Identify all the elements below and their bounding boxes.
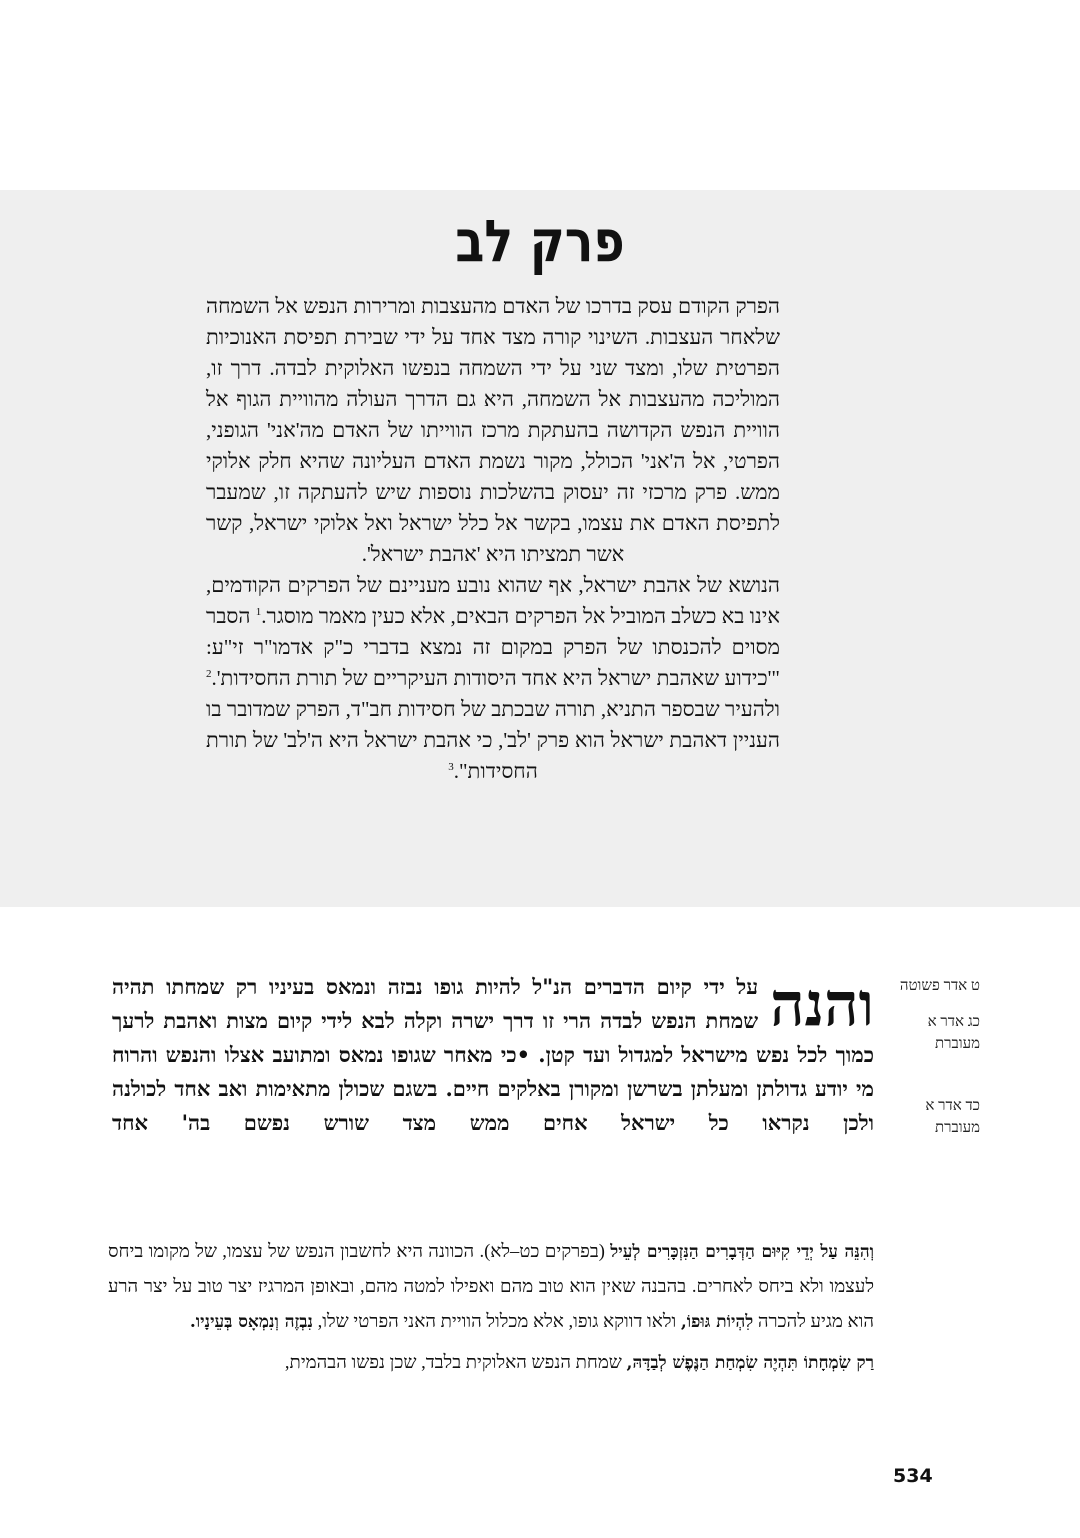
intro-paragraph-2-part-c: ולהעיר שבספר התניא, תורה שבכתב של חסידות חב"ד, הפרק שמדובר בו העניין דאהבת ישראל הוא פרק 'לב', כי אהבת ישראל היא ה'לב' של תורת החסידות". [206,697,780,783]
opening-word: והנה [770,970,874,1040]
footnote-ref-2[interactable]: 2 [206,668,212,680]
chapter-intro-text [206,291,780,787]
intro-paragraph-2 [206,570,780,787]
commentary-quote-2: לִהְיוֹת גּוּפוֹ, [680,1312,754,1332]
intro-paragraph-2-part-b: הסבר מסוים להכנסתו של הפרק במקום זה נמצא בדברי כ"ק אדמו"ר זי"ע: "'כידוע שאהבת ישראל היא אחד היסודות העיקריים של תורת החסידות'. [206,604,780,690]
intro-paragraph-2-part-a: הנושא של אהבת ישראל, אף שהוא נובע מעניינם של הפרקים הקודמים, אינו בא כשלב המוביל אל הפרקים הבאים, אלא כעין מאמר מוסגר. [206,573,780,628]
commentary-paragraph-1 [108,1235,874,1340]
commentary-text-3: שמחת הנפש האלוקית בלבד, שכן נפשו הבהמית, [284,1353,627,1373]
chapter-title: פרק לב [455,207,625,275]
study-schedule-margin-notes [888,975,980,1153]
intro-paragraph-1: הפרק הקודם עסק בדרכו של האדם מהעצבות ומרירות הנפש אל השמחה שלאחר העצבות. השינוי קורה מצד אחד על ידי שבירת תפיסת האנוכיות הפרטית שלו, ומצד שני על ידי השמחה בנפשו האלוקית לבדה. דרך זו, המוליכה מהעצבות אל השמחה, היא גם הדרך העולה מהוויית הגוף אל הוויית הנפש הקדושה בהעתקת מרכז הווייתו של האדם מה'אני' הגופני, הפרטי, אל ה'אני' הכולל, מקור נשמת האדם העליונה שהיא חלק אלוקי ממש. פרק מרכזי זה יעסוק בהשלכות נוספות שיש להעתקה זו, שמעבר לתפיסת האדם את עצמו, בקשר אל כלל ישראל ואל אלוקי ישראל, קשר אשר תמציתו היא 'אהבת ישראל'. [206,294,780,566]
footnote-ref-3[interactable]: 3 [448,761,454,773]
schedule-note-leap-year-1: כג אדר א מעוברת [927,1014,980,1052]
footnote-ref-1[interactable]: 1 [255,606,262,618]
commentary-text-2: ולאו דווקא גופו, אלא מכלול הוויית האני הפרטי שלו, [312,1312,681,1332]
commentary-quote-3: נִבְזֶה וְנִמְאָס בְּעֵינָיו. [189,1312,313,1332]
main-text-body: על ידי קיום הדברים הנ"ל להיות גופו נבזה ונמאס בעיניו רק שמחתו תהיה שמחת הנפש לבדה הרי זו דרך ישרה וקלה לבא לידי קיום מצות ואהבת לרעך כמוך לכל נפש מישראל למגדול ועד קטן. •כי מאחר שגופו נמאס ומתועב אצלו והנפש והרוח מי יודע גדולתן ומעלתן בשרשן ומקורן באלקים חיים. בשגם שכולן מתאימות ואב אחד לכולנה ולכן נקראו כל ישראל אחים ממש מצד שורש נפשם בה' אחד [112,974,874,1135]
commentary-paragraph-2 [108,1346,874,1381]
commentary-text-1: (בפרקים כט–לא). הכוונה היא לחשבון הנפש של עצמו, של מקומו ביחס לעצמו ולא ביחס לאחרים. בהבנה שאין הוא טוב מהם ואפילו למטה מהם, ובאופן המרגיז יצר טוב על יצר הרע הוא מגיע להכרה [108,1242,874,1332]
commentary-quote-1: וְהִנֵּה עַל יְדֵי קִיּוּם הַדְּבָרִים הַנִּזְכָּרִים לְעֵיל [610,1242,874,1262]
commentary-quote-4: רַק שִׂמְחָתוֹ תִּהְיֶה שִׂמְחַת הַנֶּפֶשׁ לְבַדָּהּ, [626,1353,874,1373]
schedule-note-leap-year-2: כד אדר א מעוברת [925,1098,980,1136]
page-number: 534 [893,1465,933,1487]
commentary-text [108,1235,874,1381]
tanya-main-text [112,970,874,1140]
schedule-note-regular-year: ט אדר פשוטה [899,978,980,994]
